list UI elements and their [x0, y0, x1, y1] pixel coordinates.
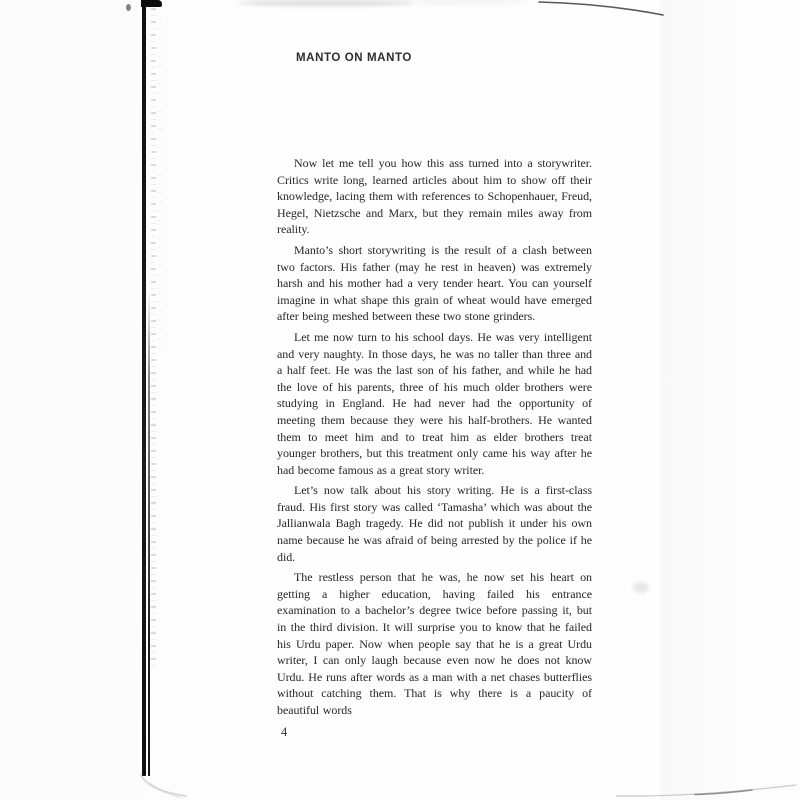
body-paragraph: Let’s now talk about his story writing. He is a first-class fraud. His first story was called ‘Tamasha’ which was about the Jallianwala Bagh tragedy. He did not publish it under his own name because he was afraid of being arrested by the police if he did. — [277, 483, 592, 564]
gutter-show-through-noise — [151, 8, 156, 668]
book-spine-edge-line-secondary — [148, 290, 150, 776]
top-edge-smudge — [238, 0, 413, 6]
page-right-edge-shade — [660, 0, 800, 800]
page-number: 4 — [281, 725, 288, 739]
scan-smudge — [633, 582, 649, 593]
body-paragraph: Now let me tell you how this ass turned into a storywriter. Critics write long, learned articles about him to show off their knowledge, lacing them with references to Schopenhauer, Freud, Hegel, Nietzsche and Marx, but they remain miles away from reality. — [277, 156, 592, 237]
text-block — [277, 155, 592, 719]
body-paragraph: Let me now turn to his school days. He was very intelligent and very naughty. In those days, he was no taller than three and a half feet. He was the last son of his father, and while he had the love of his parents, three of his much older brothers were studying in England. He had never had the opportunity of meeting them because they were his half-brothers. He wanted them to meet him and to treat him as elder brothers treat younger brothers, but this treatment only came his way after he had become famous as a great story writer. — [277, 329, 592, 477]
top-edge-smudge-faint — [400, 0, 530, 4]
gutter-show-through-noise-upper — [158, 20, 162, 350]
bottom-left-wisp — [126, 772, 221, 800]
body-paragraph: The restless person that he was, he now set his heart on getting a higher education, having failed his entrance examination to a bachelor’s degree twice before passing it, but in the third division. It will surprise you to know that he failed his Urdu paper. Now when people say that he is a great Urdu writer, I can only laugh because even now he does not know Urdu. He runs after words as a man with a net chases butterflies without catching them. That is why there is a paucity of beautiful words — [277, 570, 592, 717]
page-curl-top-right — [533, 0, 673, 22]
running-header: MANTO ON MANTO — [296, 52, 412, 64]
body-paragraph: Manto’s short storywriting is the result of a clash between two factors. His father (may he rest in heaven) was extremely harsh and his mother had a very tender heart. You can yourself imagine in what shape this grain of wheat would have emerged after being meshed between these two stone grinders. — [277, 242, 592, 324]
scan-speck — [126, 4, 131, 11]
book-spine-edge-line — [142, 3, 146, 776]
